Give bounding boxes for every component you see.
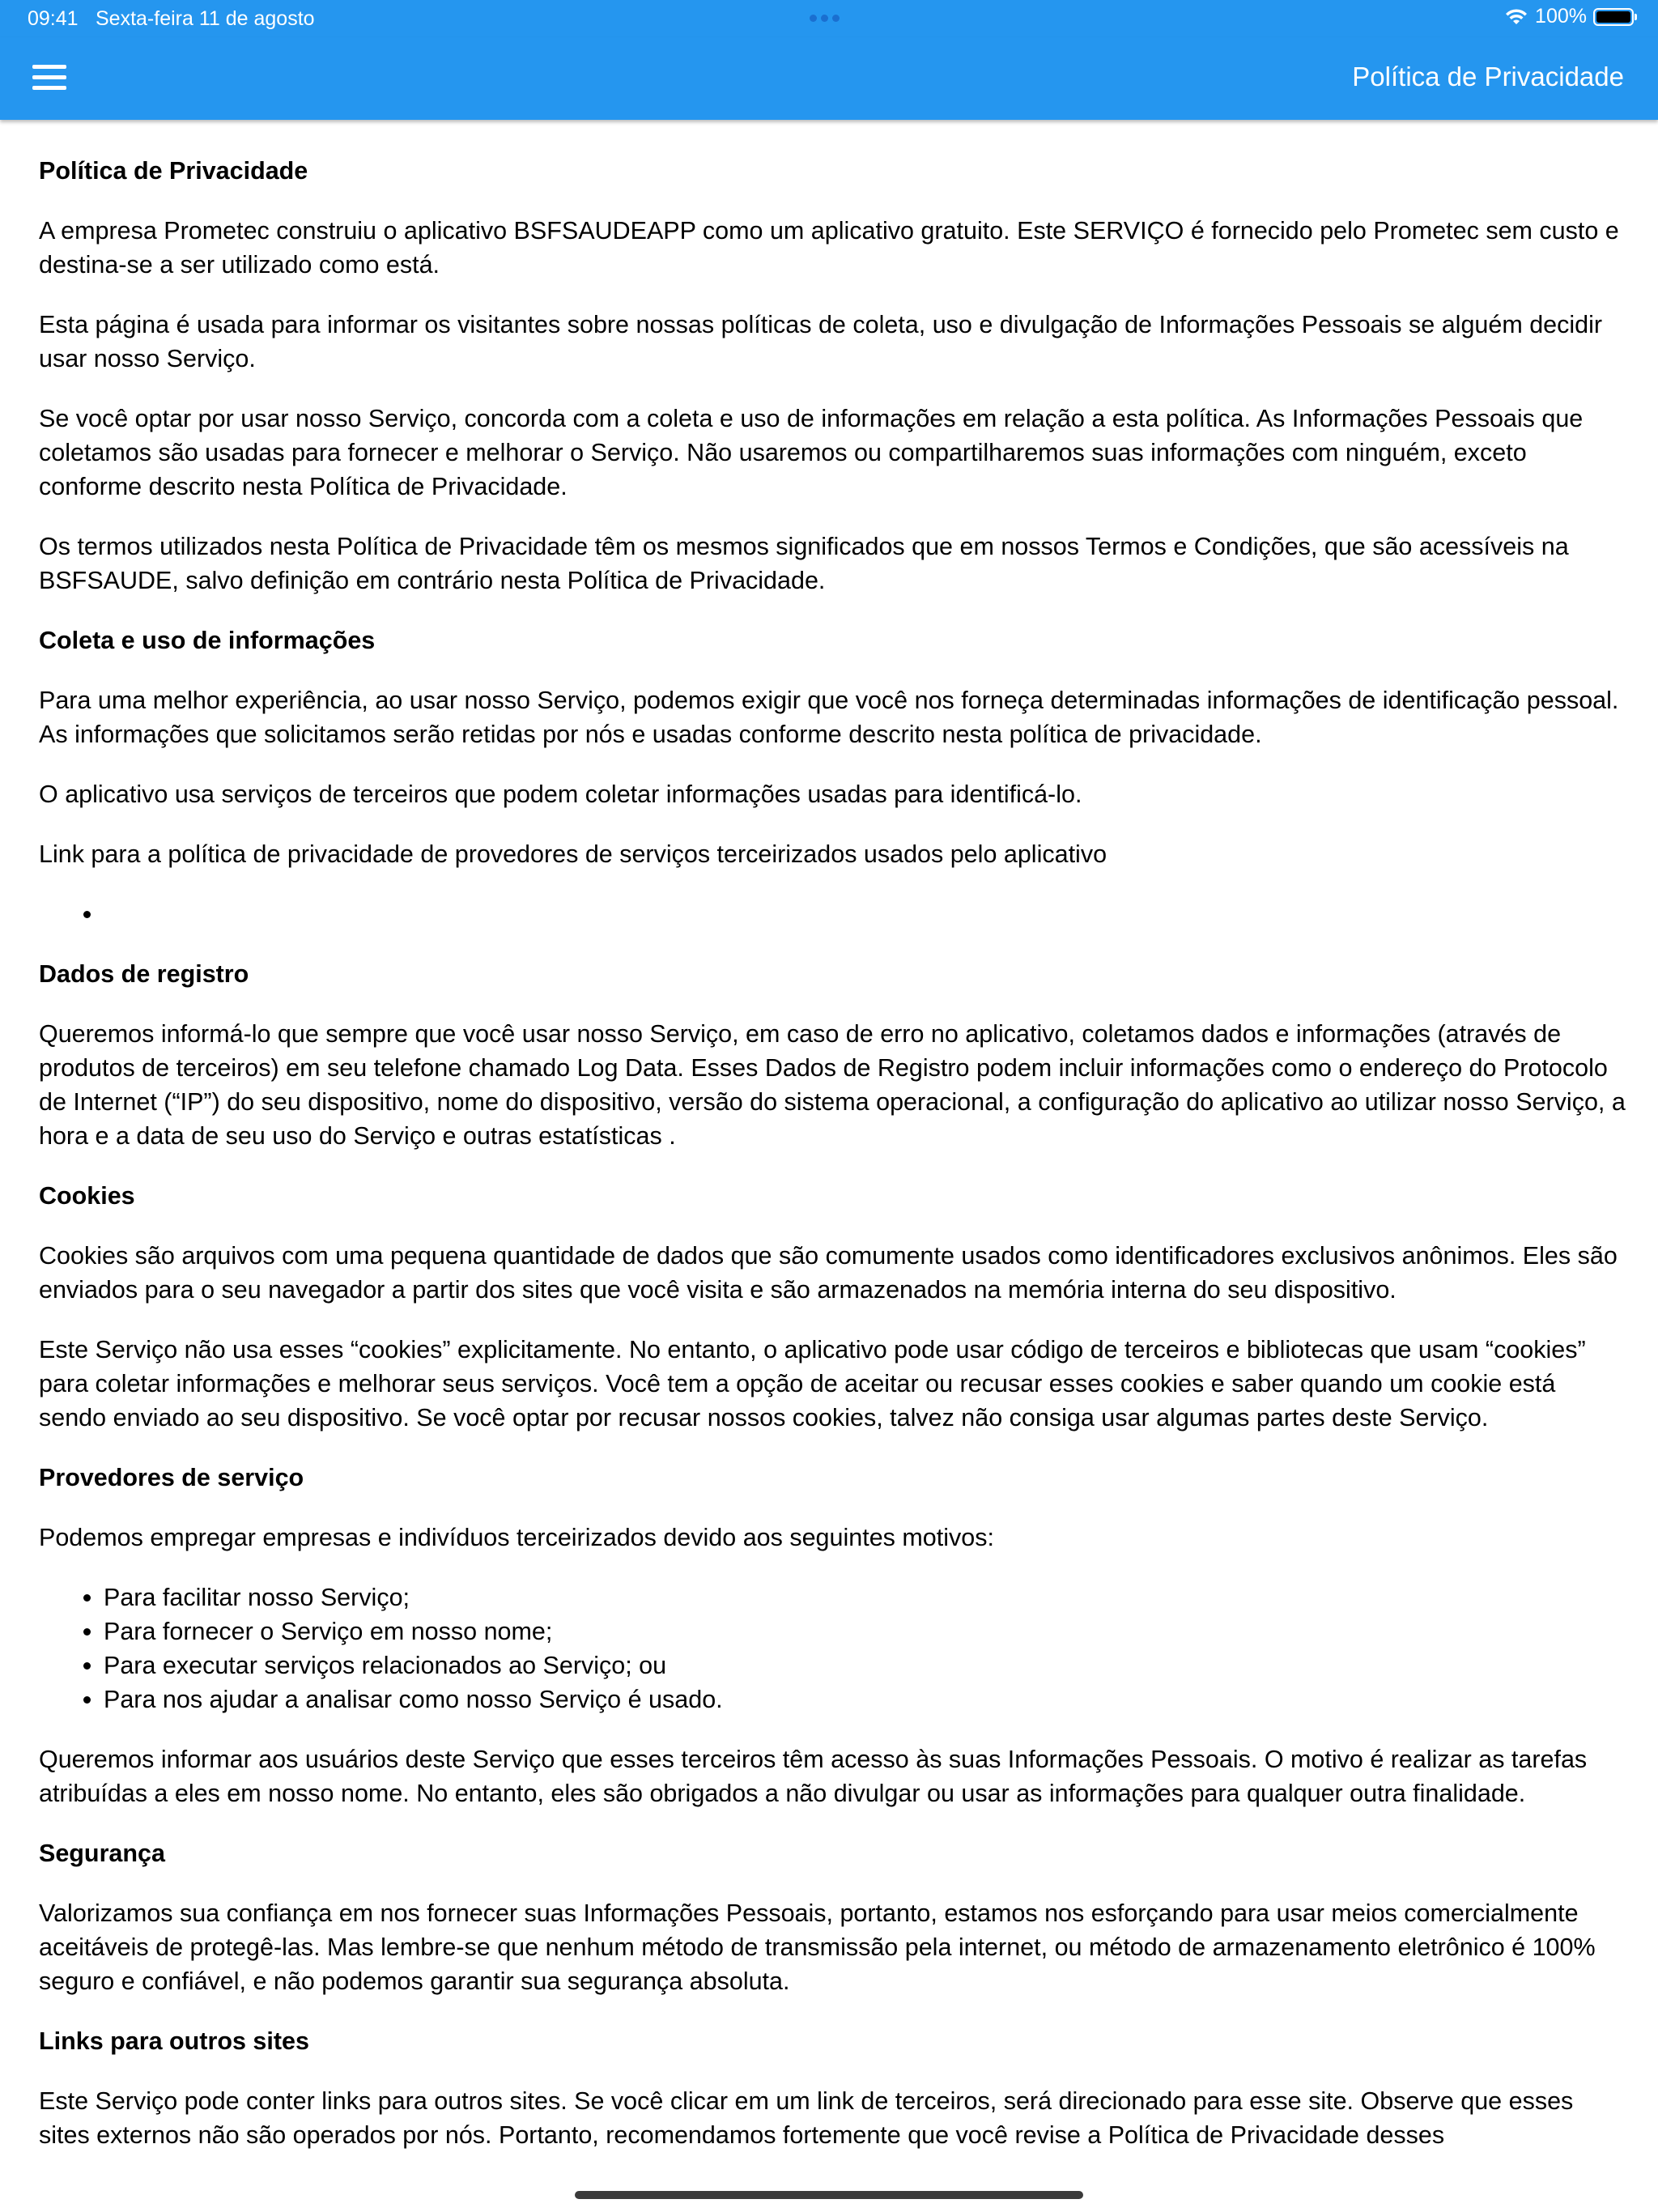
list-item: • Para nos ajudar a analisar como nosso Serviço é usado.: [104, 1682, 1626, 1716]
battery-percent: 100%: [1535, 5, 1587, 28]
service-reasons-list: [39, 1580, 1626, 1716]
list-item: • Para facilitar nosso Serviço;: [104, 1580, 1626, 1614]
nav-bar: [0, 37, 1658, 120]
paragraph: A empresa Prometec construiu o aplicativo BSFSAUDEAPP como um aplicativo gratuito. Este SERVIÇO é fornecido pelo Prometec sem custo e destina-se a ser utilizado como está.: [39, 217, 1619, 279]
list-item: • Para executar serviços relacionados ao Serviço; ou: [104, 1648, 1626, 1682]
hamburger-menu-icon[interactable]: [29, 60, 71, 96]
paragraph: Valorizamos sua confiança em nos fornecer suas Informações Pessoais, portanto, estamos nos esforçando para usar meios comercialmente aceitáveis de protegê-las. Mas lembre-se que nenhum método de transmissão pela internet, ou método de armazenamento eletrônico é 100% seguro e confiável, e não podemos garantir sua segurança absoluta.: [39, 1899, 1596, 1995]
section-heading: Cookies: [39, 1182, 135, 1210]
paragraph: Para uma melhor experiência, ao usar nosso Serviço, podemos exigir que você nos forneça determinadas informações de identificação pessoal. As informações que solicitamos serão retidas por nós e usadas conforme descrito nesta política de privacidade.: [39, 687, 1619, 748]
section-heading: Dados de registro: [39, 960, 249, 988]
home-indicator[interactable]: [575, 2191, 1083, 2199]
paragraph: Este Serviço não usa esses “cookies” explicitamente. No entanto, o aplicativo pode usar código de terceiros e bibliotecas que usam “cookies” para coletar informações e melhorar seus serviços. Você tem a opção de aceitar ou recusar esses cookies e saber quando um cookie está sendo enviado ao seu dispositivo. Se você optar por recusar nossos cookies, talvez não consiga usar algumas partes deste Serviço.: [39, 1336, 1586, 1431]
status-date: Sexta-feira 11 de agosto: [96, 7, 315, 30]
paragraph: Link para a política de privacidade de provedores de serviços terceirizados usados pelo aplicativo: [39, 840, 1107, 868]
privacy-policy-content: [39, 154, 1626, 2178]
status-time: 09:41: [28, 7, 79, 30]
section-heading: Provedores de serviço: [39, 1464, 304, 1491]
nav-title: Política de Privacidade: [1352, 62, 1624, 91]
wifi-icon: [1504, 8, 1528, 26]
section-heading: Segurança: [39, 1840, 165, 1867]
paragraph: Queremos informá-lo que sempre que você usar nosso Serviço, em caso de erro no aplicativo, coletamos dados e informações (através de produtos de terceiros) em seu telefone chamado Log Data. Esses Dados de Registro podem incluir informações como o endereço do Protocolo de Internet (“IP”) do seu dispositivo, nome do dispositivo, versão do sistema operacional, a configuração do aplicativo ao utilizar nosso Serviço, a hora e a data de seu uso do Serviço e outras estatísticas .: [39, 1020, 1626, 1150]
list-item: [104, 897, 1626, 931]
section-heading: Links para outros sites: [39, 2027, 309, 2055]
battery-icon: [1593, 8, 1634, 26]
paragraph: Os termos utilizados nesta Política de Privacidade têm os mesmos significados que em nossos Termos e Condições, que são acessíveis na BSFSAUDE, salvo definição em contrário nesta Política de Privacidade.: [39, 533, 1569, 594]
list-item: • Para fornecer o Serviço em nosso nome;: [104, 1614, 1626, 1648]
paragraph: Cookies são arquivos com uma pequena quantidade de dados que são comumente usados como identificadores exclusivos anônimos. Eles são enviados para o seu navegador a partir dos sites que você visita e são armazenados na memória interna do seu dispositivo.: [39, 1242, 1618, 1304]
paragraph: Se você optar por usar nosso Serviço, concorda com a coleta e uso de informações em relação a esta política. As Informações Pessoais que coletamos são usadas para fornecer e melhorar o Serviço. Não usaremos ou compartilharemos suas informações com ninguém, exceto conforme descrito nesta Política de Privacidade.: [39, 405, 1584, 500]
paragraph: O aplicativo usa serviços de terceiros que podem coletar informações usadas para identificá-lo.: [39, 781, 1082, 808]
section-heading: Política de Privacidade: [39, 157, 308, 185]
paragraph: Esta página é usada para informar os visitantes sobre nossas políticas de coleta, uso e divulgação de Informações Pessoais se alguém decidir usar nosso Serviço.: [39, 311, 1603, 372]
paragraph: Este Serviço pode conter links para outros sites. Se você clicar em um link de terceiros, será direcionado para esse site. Observe que esses sites externos não são operados por nós. Portanto, recomendamos fortemente que você revise a Política de Privacidade desses: [39, 2087, 1574, 2149]
status-right: [1504, 5, 1634, 28]
paragraph: Queremos informar aos usuários deste Serviço que esses terceiros têm acesso às suas Informações Pessoais. O motivo é realizar as tarefas atribuídas a eles em nosso nome. No entanto, eles são obrigados a não divulgar ou usar as informações para qualquer outra finalidade.: [39, 1746, 1588, 1807]
paragraph: Podemos empregar empresas e indivíduos terceirizados devido aos seguintes motivos:: [39, 1524, 994, 1551]
status-bar: [0, 0, 1658, 37]
third-party-links-list: [39, 897, 1626, 931]
section-heading: Coleta e uso de informações: [39, 627, 376, 654]
multitasking-dots-icon[interactable]: [810, 15, 840, 22]
